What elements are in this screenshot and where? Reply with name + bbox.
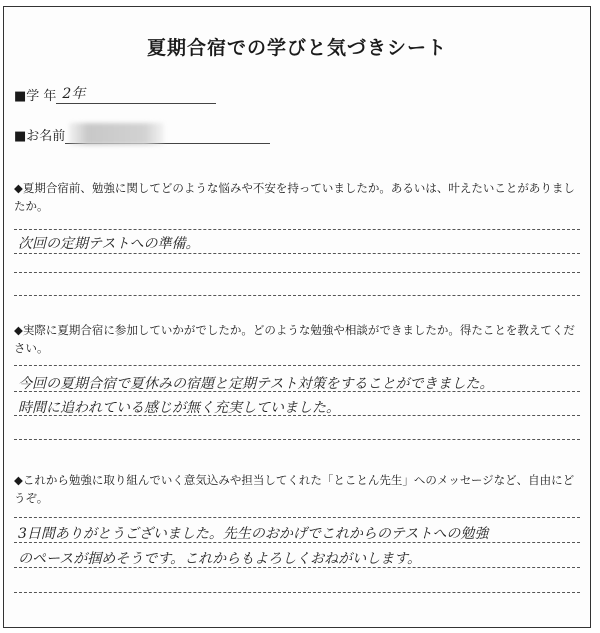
answer-rule (14, 253, 580, 254)
question-3: ◆これから勉強に取り組んでいく意気込みや担当してくれた「とことん先生」へのメッセージなど、自由にどうぞ。 (14, 473, 575, 505)
answer-2-line-2: 時間に追われている感じが無く充実していました。 (18, 400, 340, 416)
grade-label: ■学 年 (14, 89, 57, 104)
answer-rule (14, 567, 580, 568)
answer-rule (14, 295, 580, 296)
answer-rule (14, 542, 580, 543)
answer-rule (14, 592, 580, 593)
answer-rule (14, 439, 580, 440)
grade-line (56, 87, 216, 104)
worksheet (3, 6, 591, 628)
answer-rule (14, 365, 580, 366)
answer-2-line-1: 今回の夏期合宿で夏休みの宿題と定期テスト対策をすることができました。 (18, 376, 494, 392)
question-1: ◆夏期合宿前、勉強に関してどのような悩みや不安を持っていましたか。あるいは、叶えたいことがありましたか。 (14, 181, 575, 213)
answer-rule (14, 415, 580, 416)
answer-1-line-1: 次回の定期テストへの準備。 (18, 236, 200, 252)
answer-rule (14, 272, 580, 273)
question-2: ◆実際に夏期合宿に参加していかがでしたか。どのような勉強や相談ができましたか。得たことを教えてください。 (14, 323, 575, 355)
grade-value: 2年 (62, 86, 86, 102)
answer-rule (14, 391, 580, 392)
name-field (14, 125, 270, 144)
name-label: ■お名前 (14, 129, 66, 144)
grade-field (14, 85, 216, 104)
answer-3-line-2: のペースが掴めそうです。これからもよろしくおねがいします。 (18, 551, 422, 567)
name-redaction (69, 123, 164, 145)
answer-rule (14, 517, 580, 518)
name-line (65, 127, 270, 144)
answer-rule (14, 229, 580, 230)
sheet-title: 夏期合宿での学びと気づきシート (146, 37, 447, 59)
answer-3-line-1: 3日間ありがとうございました。先生のおかげでこれからのテストへの勉強 (18, 526, 489, 542)
